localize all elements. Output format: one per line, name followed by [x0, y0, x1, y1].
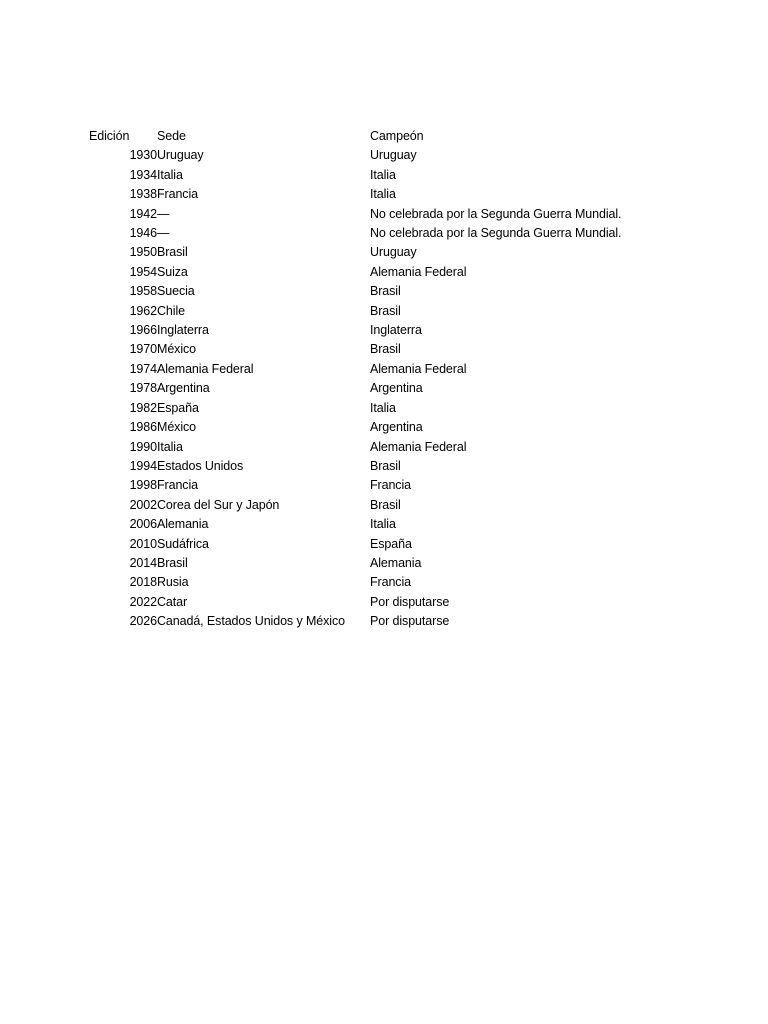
cell-campeon: Brasil	[370, 458, 401, 473]
cell-sede: México	[157, 342, 196, 357]
cell-sede: Alemania Federal	[157, 361, 254, 376]
table-row	[89, 263, 621, 282]
table-row	[89, 302, 621, 321]
cell-sede: Uruguay	[157, 148, 204, 163]
cell-sede: Francia	[157, 187, 198, 202]
table-row	[89, 476, 621, 495]
cell-edicion: 1954	[129, 264, 157, 279]
cell-edicion: 2006	[129, 517, 157, 532]
table-row	[89, 379, 621, 398]
cell-edicion: 2022	[129, 594, 157, 609]
cell-sede: México	[157, 420, 196, 435]
cell-sede: España	[157, 400, 199, 415]
cell-sede: Corea del Sur y Japón	[157, 497, 280, 512]
table-row	[89, 146, 621, 165]
cell-edicion: 1962	[129, 303, 157, 318]
table-row	[89, 612, 621, 631]
cell-edicion: 1958	[129, 284, 157, 299]
table-row	[89, 515, 621, 534]
table-header	[89, 127, 621, 146]
table-row	[89, 593, 621, 612]
cell-edicion: 2018	[129, 575, 157, 590]
cell-campeon: Alemania Federal	[370, 264, 467, 279]
table-row	[89, 457, 621, 476]
cell-sede: Inglaterra	[157, 323, 209, 338]
table-row	[89, 438, 621, 457]
cell-campeon: Italia	[370, 187, 396, 202]
cell-sede: Brasil	[157, 245, 188, 260]
table-row	[89, 166, 621, 185]
cell-sede: Brasil	[157, 555, 188, 570]
cell-campeon: Alemania	[370, 555, 422, 570]
cell-campeon: Por disputarse	[370, 614, 450, 629]
header-edicion: Edición	[89, 129, 130, 143]
table-row	[89, 224, 621, 243]
cell-campeon: Uruguay	[370, 245, 417, 260]
cell-campeon: Brasil	[370, 284, 401, 299]
cell-sede: —	[157, 206, 170, 221]
cell-edicion: 2014	[129, 555, 157, 570]
cell-campeon: Italia	[370, 167, 396, 182]
cell-edicion: 2026	[129, 614, 157, 629]
cell-edicion: 1978	[129, 381, 157, 396]
cell-campeon: Alemania Federal	[370, 361, 467, 376]
cell-campeon: Brasil	[370, 303, 401, 318]
cell-sede: Sudáfrica	[157, 536, 209, 551]
cell-campeon: Francia	[370, 478, 411, 493]
table-row	[89, 282, 621, 301]
cell-edicion: 1966	[129, 323, 157, 338]
table-row	[89, 496, 621, 515]
table-row	[89, 321, 621, 340]
cell-edicion: 1946	[129, 226, 157, 241]
cell-campeon: Argentina	[370, 420, 423, 435]
cell-campeon: Brasil	[370, 342, 401, 357]
table-row	[89, 205, 621, 224]
header-row	[89, 127, 621, 146]
cell-edicion: 1986	[129, 420, 157, 435]
world-cup-table	[89, 127, 621, 632]
cell-sede: Argentina	[157, 381, 210, 396]
cell-campeon: Argentina	[370, 381, 423, 396]
header-sede: Sede	[157, 129, 186, 143]
table-row	[89, 340, 621, 359]
cell-campeon: Por disputarse	[370, 594, 450, 609]
cell-campeon: No celebrada por la Segunda Guerra Mundial.	[370, 226, 622, 241]
cell-sede: Estados Unidos	[157, 458, 244, 473]
table-row	[89, 360, 621, 379]
table-row	[89, 399, 621, 418]
cell-edicion: 2010	[129, 536, 157, 551]
cell-sede: —	[157, 226, 170, 241]
cell-campeon: No celebrada por la Segunda Guerra Mundial.	[370, 206, 622, 221]
cell-sede: Canadá, Estados Unidos y México	[157, 614, 345, 629]
cell-sede: Italia	[157, 167, 183, 182]
table-row	[89, 535, 621, 554]
cell-sede: Italia	[157, 439, 183, 454]
table-row	[89, 243, 621, 262]
cell-campeon: Alemania Federal	[370, 439, 467, 454]
cell-campeon: Italia	[370, 400, 396, 415]
cell-edicion: 1970	[129, 342, 157, 357]
cell-campeon: Italia	[370, 517, 396, 532]
cell-edicion: 1982	[129, 400, 157, 415]
cell-edicion: 1938	[129, 187, 157, 202]
cell-edicion: 1974	[129, 361, 157, 376]
cell-edicion: 1950	[129, 245, 157, 260]
cell-edicion: 1990	[129, 439, 157, 454]
cell-edicion: 1994	[129, 458, 157, 473]
cell-campeon: Uruguay	[370, 148, 417, 163]
table-row	[89, 185, 621, 204]
cell-edicion: 1934	[129, 167, 157, 182]
cell-sede: Alemania	[157, 517, 209, 532]
cell-edicion: 1930	[129, 148, 157, 163]
header-campeon: Campeón	[370, 129, 424, 143]
cell-sede: Rusia	[157, 575, 189, 590]
table-row	[89, 573, 621, 592]
cell-campeon: Francia	[370, 575, 411, 590]
table-body	[89, 146, 621, 631]
table-row	[89, 554, 621, 573]
cell-sede: Suecia	[157, 284, 195, 299]
cell-campeon: España	[370, 536, 412, 551]
cell-sede: Chile	[157, 303, 185, 318]
cell-campeon: Brasil	[370, 497, 401, 512]
table-row	[89, 418, 621, 437]
cell-edicion: 2002	[129, 497, 157, 512]
cell-edicion: 1942	[129, 206, 157, 221]
cell-sede: Francia	[157, 478, 198, 493]
cell-edicion: 1998	[129, 478, 157, 493]
cell-sede: Suiza	[157, 264, 188, 279]
cell-sede: Catar	[157, 594, 188, 609]
cell-campeon: Inglaterra	[370, 323, 422, 338]
